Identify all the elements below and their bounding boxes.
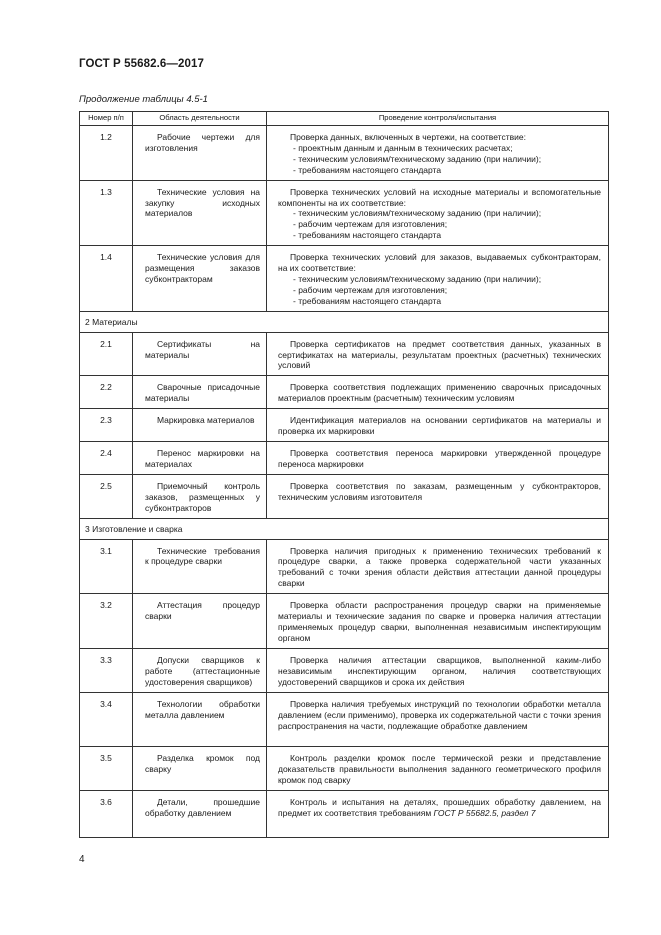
check-intro: Проверка технических условий для заказов, выдаваемых субконтракторам, на их соответствие: (278, 252, 601, 274)
area-text: Технические условия на закупку исходных материалов (145, 186, 260, 219)
check-text: Контроль разделки кромок после термической резки и представление доказательств правильности выполнения заданного геометрического профиля кромок под сварку (278, 752, 601, 785)
check-text: Идентификация материалов на основании сертификатов на материалы и проверка их маркировки (278, 415, 601, 437)
row-number: 3.1 (80, 539, 133, 594)
check-text-main: Контроль и испытания на деталях, прошедших обработку давлением, на предмет их соответствия требованиям (278, 796, 601, 818)
check-text: Проверка соответствия подлежащих применению сварочных присадочных материалов проектным (расчетным) техническим условиям (278, 382, 601, 404)
area-text: Маркировка материалов (157, 415, 255, 426)
row-check (267, 332, 609, 376)
check-text (278, 797, 601, 819)
area-text: Рабочие чертежи для изготовления (145, 132, 260, 153)
table-row (80, 474, 609, 518)
row-area (133, 746, 267, 790)
row-check (267, 790, 609, 837)
row-number: 2.5 (80, 474, 133, 518)
row-number: 2.4 (80, 442, 133, 475)
table-row (80, 692, 609, 746)
row-area (133, 648, 267, 692)
table-row (80, 246, 609, 312)
row-number: 1.4 (80, 246, 133, 312)
row-number: 3.5 (80, 746, 133, 790)
row-area (133, 409, 267, 442)
area-text: Детали, прошедшие обработку давлением (145, 796, 260, 818)
row-area (133, 474, 267, 518)
check-intro: Проверка данных, включенных в чертежи, на соответствие: (290, 132, 526, 142)
row-check (267, 539, 609, 594)
row-number: 2.1 (80, 332, 133, 376)
check-text: Проверка соответствия по заказам, размещенным у субконтракторов, техническим условиям изготовителя (278, 480, 601, 502)
table-header-row (80, 112, 609, 126)
area-text: Технические требования к процедуре сварки (145, 545, 260, 567)
table-row (80, 594, 609, 649)
table-row (80, 539, 609, 594)
section-row (80, 311, 609, 332)
check-bullet: - рабочим чертежам для изготовления; (293, 219, 448, 230)
row-area (133, 376, 267, 409)
check-bullet: - требованиям настоящего стандарта (293, 295, 442, 306)
row-check (267, 126, 609, 181)
document-id: ГОСТ Р 55682.6—2017 (79, 58, 204, 70)
page-number: 4 (79, 854, 85, 865)
row-number: 3.6 (80, 790, 133, 837)
check-text: Проверка наличия требуемых инструкций по технологии обработки металла давлением (если применимо), проверка их содержательной части с точки зрения распространения на части, подлежащие обработке давлением (278, 698, 601, 731)
col-header-check: Проведение контроля/испытания (267, 112, 609, 126)
check-text: Проверка сертификатов на предмет соответствия данных, указанных в сертификатах на материалы, результатам проектных (расчетных) технических условий (278, 338, 601, 371)
check-bullet: - техническим условиям/техническому заданию (при наличии); (293, 273, 542, 284)
row-check (267, 409, 609, 442)
row-area (133, 539, 267, 594)
area-text: Разделка кромок под сварку (145, 752, 260, 774)
check-bullet: - проектным данным и данным в технических расчетах; (293, 142, 513, 153)
row-area (133, 594, 267, 649)
inspection-table (79, 111, 609, 838)
row-area (133, 790, 267, 837)
check-text: Проверка области распространения процедур сварки на применяемые материалы и технические задания по сварке и проверка наличия аттестации применяемых процедур сварки, выполненная независимым инспектирующим органом (278, 600, 601, 643)
area-text: Допуски сварщиков к работе (аттестационные удостоверения сварщиков) (145, 654, 260, 687)
check-bullet: - рабочим чертежам для изготовления; (293, 284, 448, 295)
row-number: 3.4 (80, 692, 133, 746)
row-check (267, 594, 609, 649)
table-caption: Продолжение таблицы 4.5-1 (79, 94, 208, 105)
row-number: 1.3 (80, 180, 133, 246)
row-area (133, 332, 267, 376)
row-check (267, 648, 609, 692)
table-row (80, 790, 609, 837)
table-row (80, 126, 609, 181)
row-area (133, 442, 267, 475)
col-header-area: Область деятельности (133, 112, 267, 126)
area-text: Сертификаты на материалы (145, 338, 260, 360)
row-area (133, 180, 267, 246)
row-check (267, 180, 609, 246)
check-bullet: - техническим условиям/техническому заданию (при наличии); (293, 153, 542, 164)
section-row (80, 518, 609, 539)
section-title: 2 Материалы (80, 311, 609, 332)
check-text: Проверка соответствия переноса маркировки утвержденной процедуре переноса маркировки (278, 448, 601, 470)
row-check (267, 746, 609, 790)
row-area (133, 692, 267, 746)
table-row (80, 746, 609, 790)
table-row (80, 442, 609, 475)
table-row (80, 648, 609, 692)
area-text: Технические условия для размещения заказов субконтракторам (145, 252, 260, 284)
section-title: 3 Изготовление и сварка (80, 518, 609, 539)
check-intro: Проверка технических условий на исходные материалы и вспомогательные компоненты на их соответствие: (278, 186, 601, 208)
check-bullet: - требованиям настоящего стандарта (293, 230, 442, 241)
table-row (80, 180, 609, 246)
table-row (80, 376, 609, 409)
area-text: Приемочный контроль заказов, размещенных у субконтракторов (145, 480, 260, 513)
row-number: 2.3 (80, 409, 133, 442)
check-text: Проверка наличия пригодных к применению технических требований к процедуре сварки, а также проверка содержательной части указанных требований с точки зрения области действия аттестации данной процедуры сварки (278, 545, 601, 589)
check-bullet: - требованиям настоящего стандарта (293, 164, 442, 175)
row-check (267, 692, 609, 746)
row-check (267, 376, 609, 409)
area-text: Аттестация процедур сварки (145, 600, 260, 622)
row-check (267, 246, 609, 312)
col-header-number: Номер п/п (80, 112, 133, 126)
row-number: 1.2 (80, 126, 133, 181)
standard-reference: ГОСТ Р 55682.5, раздел 7 (433, 807, 536, 818)
area-text: Перенос маркировки на материалах (145, 448, 260, 470)
row-number: 2.2 (80, 376, 133, 409)
row-check (267, 474, 609, 518)
row-area (133, 126, 267, 181)
row-number: 3.3 (80, 648, 133, 692)
row-check (267, 442, 609, 475)
table-row (80, 332, 609, 376)
check-bullet: - техническим условиям/техническому заданию (при наличии); (293, 208, 542, 219)
row-area (133, 246, 267, 312)
area-text: Технологии обработки металла давлением (145, 698, 260, 720)
row-number: 3.2 (80, 594, 133, 649)
check-text: Проверка наличия аттестации сварщиков, выполненной каким-либо независимым инспектирующим органом, наличия соответствующих удостоверений сварщиков и срока их действия (278, 654, 601, 687)
table-row (80, 409, 609, 442)
area-text: Сварочные присадочные материалы (145, 382, 260, 404)
